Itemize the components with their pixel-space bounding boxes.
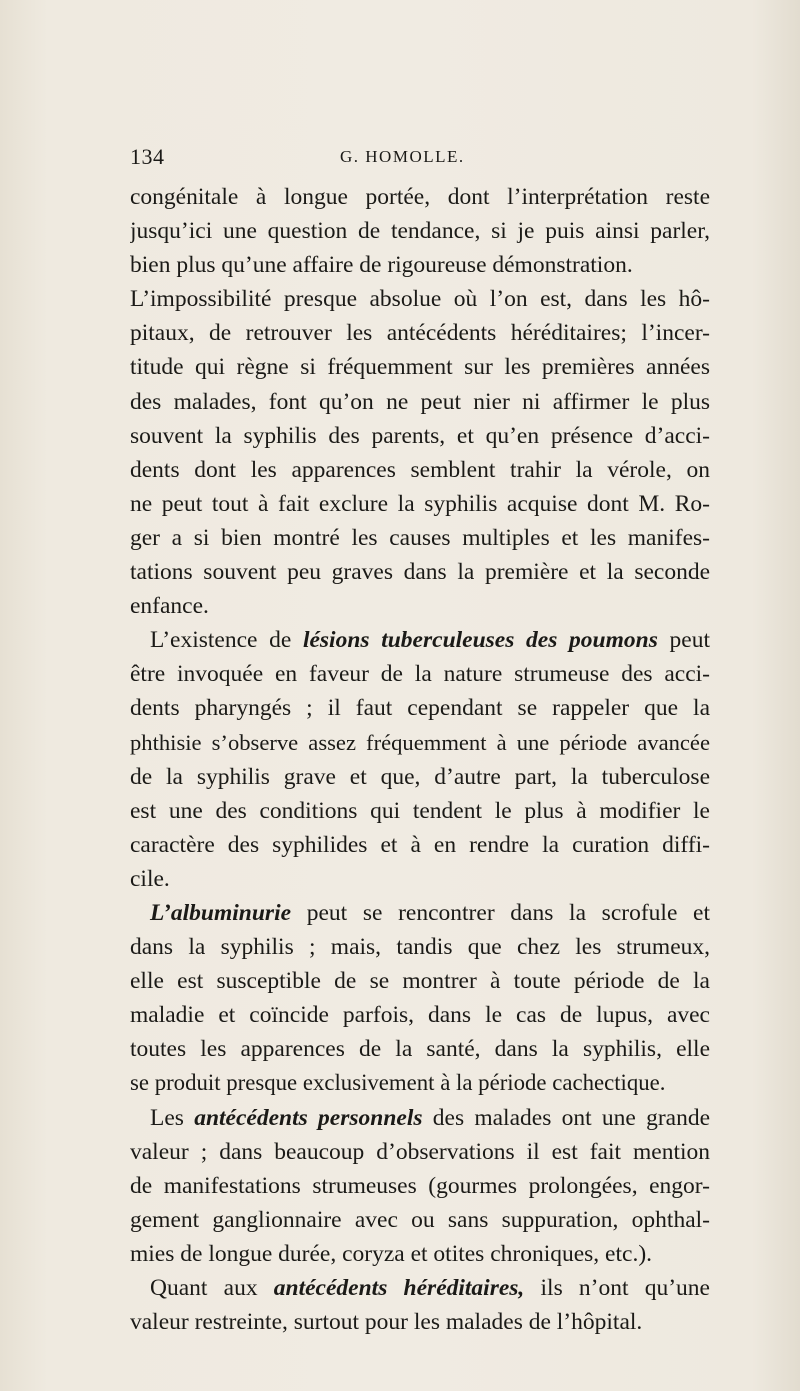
text-line: jusqu’ici une question de tendance, si je puis ainsi parler,	[130, 218, 710, 245]
text-line: est une des conditions qui tendent le plus à modifier le	[130, 797, 710, 824]
italic-term: lésions tuberculeuses des poumons	[302, 627, 658, 654]
text-line	[130, 1101, 710, 1135]
text-line: dents dont les apparences semblent trahir la vérole, on	[130, 456, 710, 483]
text-line: valeur ; dans beaucoup d’observations il est fait mention	[130, 1138, 710, 1165]
text-line: cile.	[130, 865, 170, 892]
text-line: caractère des syphilides et à en rendre la curation diffi-	[130, 831, 710, 858]
italic-term: antécédents personnels	[194, 1104, 423, 1131]
text-line	[130, 623, 710, 657]
text-line: titude qui règne si fréquemment sur les premières années	[130, 354, 710, 381]
text-line: souvent la syphilis des parents, et qu’en présence d’acci-	[130, 422, 710, 449]
text-line: mies de longue durée, coryza et otites chroniques, etc.).	[130, 1240, 653, 1267]
text-run: Les	[150, 1104, 195, 1131]
text-line	[130, 1271, 710, 1305]
text-line: enfance.	[130, 593, 209, 620]
italic-term: antécédents héréditaires,	[273, 1275, 525, 1301]
page-header	[130, 144, 710, 174]
text-line: congénitale à longue portée, dont l’interprétation reste	[130, 184, 710, 210]
text-line: ger a si bien montré les causes multiples et les manifes-	[130, 524, 710, 551]
text-line: ne peut tout à fait exclure la syphilis acquise dont M. Ro-	[130, 490, 710, 517]
text-line: pitaux, de retrouver les antécédents héréditaires; l’incer-	[130, 320, 710, 347]
text-line: maladie et coïncide parfois, dans le cas de lupus, avec	[130, 1002, 710, 1029]
text-run: des malades ont une grande	[422, 1104, 710, 1131]
text-line: dents pharyngés ; il faut cependant se rappeler que la	[130, 695, 710, 722]
text-line: des malades, font qu’on ne peut nier ni affirmer le plus	[130, 388, 710, 415]
text-line: elle est susceptible de se montrer à toute période de la	[130, 968, 710, 995]
text-run: Quant aux	[150, 1275, 274, 1301]
text-line: de la syphilis grave et que, d’autre part, la tuberculose	[130, 763, 710, 790]
running-head: G. HOMOLLE.	[340, 147, 465, 166]
text-line: dans la syphilis ; mais, tandis que chez les strumeux,	[130, 934, 710, 961]
text-line: phthisie s’observe assez fréquemment à une période avancée	[130, 729, 710, 755]
italic-term: L’albuminurie	[150, 899, 292, 926]
page-number: 134	[130, 144, 165, 169]
text-run: peut	[657, 627, 710, 654]
text-line	[130, 896, 710, 930]
text-line: gement ganglionnaire avec ou sans suppuration, ophthal-	[130, 1206, 710, 1233]
text-line: valeur restreinte, surtout pour les malades de l’hôpital.	[130, 1309, 643, 1336]
text-line: toutes les apparences de la santé, dans la syphilis, elle	[130, 1036, 710, 1063]
text-run: L’existence de	[150, 627, 303, 654]
text-line: tations souvent peu graves dans la première et la seconde	[130, 559, 710, 586]
text-line: bien plus qu’une affaire de rigoureuse démonstration.	[130, 252, 633, 279]
text-run: ils n’ont qu’une	[524, 1275, 710, 1301]
body-text	[130, 180, 710, 1339]
text-line: L’impossibilité presque absolue où l’on est, dans les hô-	[130, 286, 710, 313]
text-line: être invoquée en faveur de la nature strumeuse des acci-	[130, 661, 710, 688]
text-run: peut se rencontrer dans la scrofule et	[291, 899, 710, 926]
text-line: de manifestations strumeuses (gourmes prolongées, engor-	[130, 1172, 710, 1199]
text-line: se produit presque exclusivement à la période cachectique.	[130, 1070, 666, 1096]
